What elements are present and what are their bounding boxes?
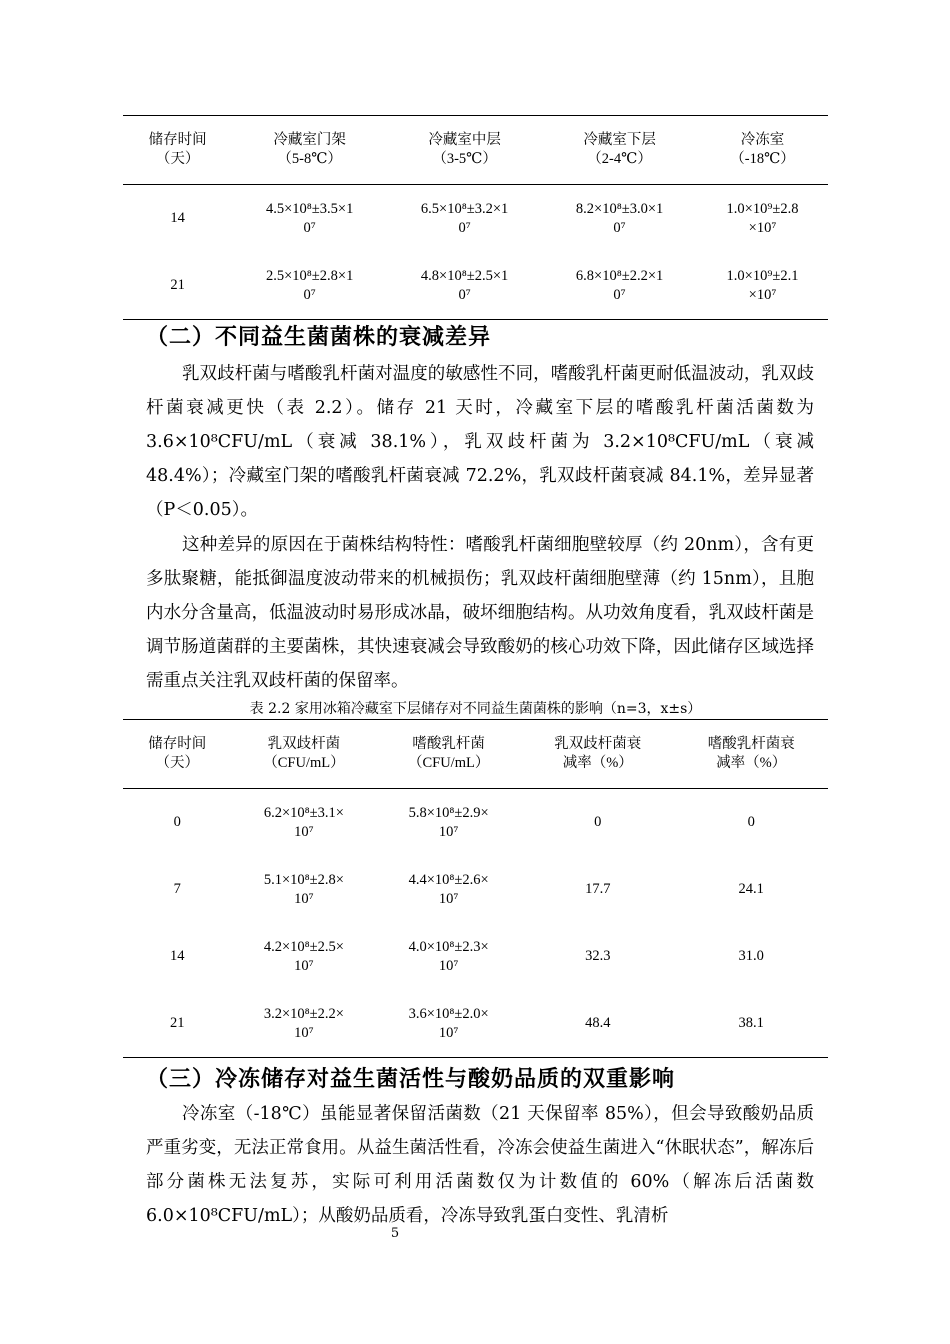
page-number: 5 xyxy=(390,1226,400,1241)
header-fridge-middle: 冷藏室中层 （3-5℃） xyxy=(387,116,542,185)
header-bifido-decay: 乳双歧杆菌衰 减率（%） xyxy=(521,720,674,789)
table-row xyxy=(123,856,828,923)
cell-value: 4.4×10⁸±2.6× 10⁷ xyxy=(408,871,489,907)
cell-day: 14 xyxy=(170,948,185,964)
table-row xyxy=(123,990,828,1058)
header-fridge-lower: 冷藏室下层 （2-4℃） xyxy=(542,116,697,185)
cell-value: 2.5×10⁸±2.8×1 0⁷ xyxy=(232,252,387,320)
cell-value: 6.5×10⁸±3.2×1 0⁷ xyxy=(420,200,509,236)
cell-value: 4.5×10⁸±3.5×1 0⁷ xyxy=(265,200,354,236)
header-bifidobacterium: 乳双歧杆菌 （CFU/mL） xyxy=(232,720,377,789)
cell-value: 24.1 xyxy=(738,881,764,897)
cell-value: 5.8×10⁸±2.9× 10⁷ xyxy=(408,804,489,840)
header-acidophilus-decay: 嗜酸乳杆菌衰 减率（%） xyxy=(674,720,828,789)
cell-value: 4.2×10⁸±2.5× 10⁷ xyxy=(263,938,344,974)
storage-location-table xyxy=(123,115,828,320)
table-caption: 表 2.2 家用冰箱冷藏室下层储存对不同益生菌菌株的影响（n=3，x±s） xyxy=(249,701,702,717)
section-heading: （二）不同益生菌菌株的衰减差异 xyxy=(146,325,492,350)
header-fridge-door: 冷藏室门架 （5-8℃） xyxy=(232,116,387,185)
cell-day: 21 xyxy=(123,990,232,1058)
cell-value: 6.2×10⁸±3.1× 10⁷ xyxy=(263,804,344,840)
cell-day: 0 xyxy=(173,814,181,830)
table-row xyxy=(123,923,828,990)
cell-value: 0 xyxy=(594,814,602,830)
cell-value: 1.0×10⁹±2.8 ×10⁷ xyxy=(726,200,799,236)
section-heading: （三）冷冻储存对益生菌活性与酸奶品质的双重影响 xyxy=(146,1067,676,1092)
table-header-row xyxy=(123,116,828,185)
cell-value: 17.7 xyxy=(585,881,611,897)
body-paragraph: 这种差异的原因在于菌株结构特性：嗜酸乳杆菌细胞壁较厚（约 20nm），含有更多肽聚糖，能抵御温度波动带来的机械损伤；乳双歧杆菌细胞壁薄（约 15nm），且胞内水分含量高，低温波动时易形成冰晶，破坏细胞结构。从功效角度看，乳双歧杆菌是调节肠道菌群的主要菌株，其快速衰减会导致酸奶的核心功效下降，因此储存区域选择需重点关注乳双歧杆菌的保留率。 xyxy=(146,535,814,691)
header-storage-days: 储存时间 （天） xyxy=(123,116,232,185)
table-row xyxy=(123,185,828,253)
cell-value: 31.0 xyxy=(738,948,764,964)
cell-value: 1.0×10⁹±2.1 ×10⁷ xyxy=(697,252,828,320)
cell-day: 14 xyxy=(170,210,185,226)
cell-value: 3.2×10⁸±2.2× 10⁷ xyxy=(232,990,377,1058)
cell-value: 4.0×10⁸±2.3× 10⁷ xyxy=(408,938,489,974)
cell-day: 21 xyxy=(123,252,232,320)
header-storage-days: 储存时间 （天） xyxy=(123,720,232,789)
cell-value: 38.1 xyxy=(674,990,828,1058)
cell-value: 3.6×10⁸±2.0× 10⁷ xyxy=(376,990,521,1058)
body-paragraph: 乳双歧杆菌与嗜酸乳杆菌对温度的敏感性不同，嗜酸乳杆菌更耐低温波动，乳双歧杆菌衰减更快（表 2.2）。储存 21 天时，冷藏室下层的嗜酸乳杆菌活菌数为 3.6×10⁸CFU/mL（衰减 38.1%），乳双歧杆菌为 3.2×10⁸CFU/mL（衰减 48.4%）；冷藏室门架的嗜酸乳杆菌衰减 72.2%，乳双歧杆菌衰减 84.1%，差异显著（P＜0.05）。 xyxy=(146,364,814,520)
header-acidophilus: 嗜酸乳杆菌 （CFU/mL） xyxy=(376,720,521,789)
table-row xyxy=(123,789,828,857)
cell-value: 5.1×10⁸±2.8× 10⁷ xyxy=(263,871,344,907)
table-header-row xyxy=(123,720,828,789)
cell-value: 4.8×10⁸±2.5×1 0⁷ xyxy=(387,252,542,320)
header-freezer: 冷冻室 （-18℃） xyxy=(697,116,828,185)
cell-value: 48.4 xyxy=(521,990,674,1058)
strain-comparison-table xyxy=(123,719,828,1058)
cell-value: 6.8×10⁸±2.2×1 0⁷ xyxy=(542,252,697,320)
cell-day: 7 xyxy=(173,881,181,897)
table-row xyxy=(123,252,828,320)
body-paragraph: 冷冻室（-18℃）虽能显著保留活菌数（21 天保留率 85%），但会导致酸奶品质严重劣变，无法正常食用。从益生菌活性看，冷冻会使益生菌进入“休眠状态”，解冻后部分菌株无法复苏，实际可利用活菌数仅为计数值的 60%（解冻后活菌数 6.0×10⁸CFU/mL）；从酸奶品质看，冷冻导致乳蛋白变性、乳清析 xyxy=(146,1104,814,1226)
cell-value: 8.2×10⁸±3.0×1 0⁷ xyxy=(575,200,664,236)
cell-value: 0 xyxy=(747,814,755,830)
cell-value: 32.3 xyxy=(585,948,611,964)
